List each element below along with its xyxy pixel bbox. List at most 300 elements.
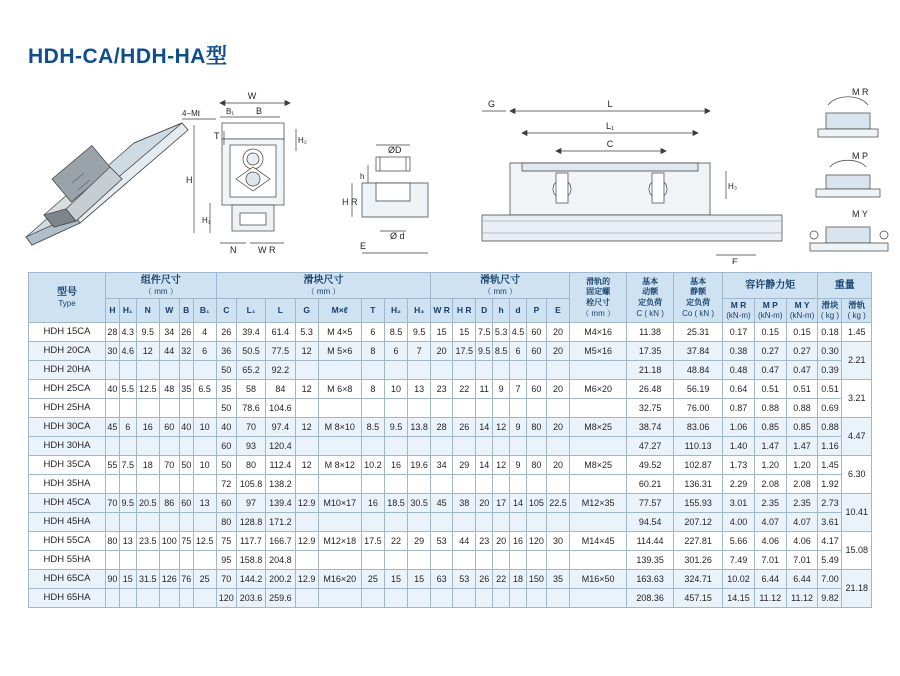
cell-value: [408, 399, 431, 418]
cell-rail-weight: 3.21: [842, 380, 872, 418]
cell-value: [384, 475, 407, 494]
cell-value: 7.49: [723, 551, 755, 570]
cell-model: HDH 20HA: [29, 361, 106, 380]
cell-value: 15: [119, 570, 136, 589]
cell-value: 8.5: [384, 323, 407, 342]
cell-value: 6: [510, 342, 527, 361]
cell-value: [119, 399, 136, 418]
cell-value: 4.6: [119, 342, 136, 361]
cell-value: 0.85: [754, 418, 786, 437]
svg-text:W: W: [247, 91, 257, 101]
cell-value: 25: [361, 570, 384, 589]
cell-value: 44: [159, 342, 179, 361]
cell-value: 12.5: [193, 532, 216, 551]
col-H: H: [106, 299, 120, 323]
cell-value: [476, 437, 493, 456]
cell-value: [295, 399, 318, 418]
cell-model: HDH 30CA: [29, 418, 106, 437]
cell-value: 21.18: [627, 361, 674, 380]
header-row-groups: [29, 273, 872, 299]
cell-value: 35: [546, 570, 569, 589]
cell-value: 6: [193, 342, 216, 361]
cell-rail-weight: 15.08: [842, 532, 872, 570]
cell-value: [408, 513, 431, 532]
cell-value: 16: [361, 494, 384, 513]
cell-value: 1.20: [754, 456, 786, 475]
table-row: [29, 494, 872, 513]
cell-value: 4.07: [786, 513, 818, 532]
header-assembly-dims: 组件尺寸 （ mm ）: [106, 273, 217, 299]
col-W: W: [159, 299, 179, 323]
cell-value: 20: [493, 532, 510, 551]
cell-value: 23.5: [136, 532, 159, 551]
cell-value: 20: [546, 456, 569, 475]
cell-value: [570, 475, 627, 494]
cell-value: [431, 551, 453, 570]
cell-value: [318, 475, 361, 494]
cell-value: [136, 361, 159, 380]
cell-value: [179, 475, 193, 494]
cell-value: 2.08: [754, 475, 786, 494]
cell-value: [119, 437, 136, 456]
cell-value: 155.93: [674, 494, 723, 513]
cell-value: 92.2: [266, 361, 295, 380]
col-weight-block: 滑块 ( kg ): [818, 299, 842, 323]
cell-value: 40: [179, 418, 193, 437]
cell-value: 138.2: [266, 475, 295, 494]
cell-value: 0.15: [786, 323, 818, 342]
cell-value: 112.4: [266, 456, 295, 475]
cell-value: [510, 399, 527, 418]
cell-value: 6.44: [754, 570, 786, 589]
cell-model: HDH 65CA: [29, 570, 106, 589]
svg-text:B₁: B₁: [226, 107, 235, 116]
svg-text:ØD: ØD: [388, 145, 402, 155]
cell-model: HDH 45HA: [29, 513, 106, 532]
cell-value: 22: [453, 380, 476, 399]
cell-value: M 8×12: [318, 456, 361, 475]
table-row: [29, 475, 872, 494]
cell-value: [295, 551, 318, 570]
cell-value: 6: [119, 418, 136, 437]
table-row: [29, 589, 872, 608]
cell-value: 17.35: [627, 342, 674, 361]
cell-value: 2.35: [786, 494, 818, 513]
cell-value: 457.15: [674, 589, 723, 608]
cell-model: HDH 15CA: [29, 323, 106, 342]
cell-value: [453, 475, 476, 494]
cell-value: 44: [453, 532, 476, 551]
svg-text:L₁: L₁: [605, 121, 615, 131]
cell-value: 86: [159, 494, 179, 513]
cell-value: [361, 551, 384, 570]
cell-value: 20: [546, 323, 569, 342]
col-D: D: [476, 299, 493, 323]
cell-value: 12: [493, 456, 510, 475]
cell-value: 2.08: [786, 475, 818, 494]
cell-value: 15: [384, 570, 407, 589]
cell-value: 0.47: [786, 361, 818, 380]
cell-value: [295, 589, 318, 608]
cell-value: M 8×10: [318, 418, 361, 437]
cell-value: 18.5: [384, 494, 407, 513]
cell-value: [546, 399, 569, 418]
cell-value: 1.47: [786, 437, 818, 456]
cell-value: 139.35: [627, 551, 674, 570]
cell-value: 22: [384, 532, 407, 551]
cell-value: 10: [384, 380, 407, 399]
cell-value: 65.2: [236, 361, 265, 380]
cell-value: 30: [546, 532, 569, 551]
cell-value: [408, 361, 431, 380]
cell-value: 32: [179, 342, 193, 361]
cell-value: [510, 589, 527, 608]
table-row: [29, 456, 872, 475]
cell-value: [431, 361, 453, 380]
col-H1: H₁: [119, 299, 136, 323]
cell-value: [408, 551, 431, 570]
cell-value: 13: [119, 532, 136, 551]
cell-value: 158.8: [236, 551, 265, 570]
cell-value: 208.36: [627, 589, 674, 608]
cell-value: [546, 475, 569, 494]
cell-value: [493, 513, 510, 532]
cell-value: 80: [106, 532, 120, 551]
cell-value: 1.92: [818, 475, 842, 494]
specification-table: [28, 272, 872, 608]
cell-value: [193, 589, 216, 608]
cell-value: M8×25: [570, 418, 627, 437]
cell-value: 126: [159, 570, 179, 589]
cell-value: M6×20: [570, 380, 627, 399]
cell-value: [318, 589, 361, 608]
cell-value: 50: [216, 361, 236, 380]
cell-value: [453, 589, 476, 608]
cell-value: [431, 513, 453, 532]
moment-mr-diagram: [800, 83, 898, 145]
cell-value: 18: [136, 456, 159, 475]
cell-value: 11.12: [754, 589, 786, 608]
svg-text:E: E: [732, 257, 739, 264]
cell-value: 2.29: [723, 475, 755, 494]
cell-value: 3.01: [723, 494, 755, 513]
svg-text:W R: W R: [258, 245, 276, 255]
cell-value: 12.9: [295, 494, 318, 513]
cell-value: [318, 513, 361, 532]
cell-value: 50.5: [236, 342, 265, 361]
cell-value: [453, 513, 476, 532]
cell-value: M 6×8: [318, 380, 361, 399]
front-view-drawing: [180, 87, 320, 262]
cell-value: 7.5: [119, 456, 136, 475]
cell-value: 5.3: [493, 323, 510, 342]
cell-value: 76: [179, 570, 193, 589]
cell-value: 12.9: [295, 570, 318, 589]
cell-value: [510, 437, 527, 456]
cell-value: 48.84: [674, 361, 723, 380]
cell-value: 72: [216, 475, 236, 494]
cell-value: 0.27: [786, 342, 818, 361]
cell-value: [106, 589, 120, 608]
cell-value: [318, 437, 361, 456]
cell-value: 60: [159, 418, 179, 437]
cell-value: 75: [179, 532, 193, 551]
cell-value: 34: [431, 456, 453, 475]
table-row: [29, 418, 872, 437]
svg-text:M Y: M Y: [852, 209, 868, 219]
cell-value: 102.87: [674, 456, 723, 475]
cell-value: 40: [216, 418, 236, 437]
cell-value: 25: [193, 570, 216, 589]
cell-value: 60: [526, 323, 546, 342]
cell-value: 227.81: [674, 532, 723, 551]
cell-value: [193, 399, 216, 418]
svg-text:H₃: H₃: [728, 182, 738, 191]
cell-value: 9.5: [408, 323, 431, 342]
cell-value: 14: [476, 456, 493, 475]
cell-value: [384, 399, 407, 418]
col-weight-rail: 滑轨 ( kg ): [842, 299, 872, 323]
table-row: [29, 342, 872, 361]
cell-value: 200.2: [266, 570, 295, 589]
moment-my-diagram: [800, 205, 898, 263]
cell-value: 6.44: [786, 570, 818, 589]
cell-value: [570, 589, 627, 608]
svg-text:h: h: [360, 172, 365, 181]
cell-value: 14.15: [723, 589, 755, 608]
cell-value: [408, 589, 431, 608]
cell-value: 6.5: [193, 380, 216, 399]
cell-value: 1.20: [786, 456, 818, 475]
cell-value: 1.40: [723, 437, 755, 456]
cell-value: [159, 589, 179, 608]
cell-value: [119, 475, 136, 494]
cell-value: 0.47: [754, 361, 786, 380]
cell-value: [193, 551, 216, 570]
cell-value: 1.06: [723, 418, 755, 437]
cell-value: M 4×5: [318, 323, 361, 342]
cell-value: 26: [476, 570, 493, 589]
cell-value: 0.27: [754, 342, 786, 361]
cell-value: 20.5: [136, 494, 159, 513]
svg-text:4−Mℓ: 4−Mℓ: [182, 109, 201, 118]
cell-value: [136, 399, 159, 418]
cell-value: 20: [546, 418, 569, 437]
col-MP: M P (kN-m): [754, 299, 786, 323]
svg-text:T: T: [214, 131, 220, 141]
col-h: h: [493, 299, 510, 323]
cell-value: M4×16: [570, 323, 627, 342]
cell-value: 0.15: [754, 323, 786, 342]
cell-value: 203.6: [236, 589, 265, 608]
cell-value: 4.06: [754, 532, 786, 551]
cell-value: [476, 475, 493, 494]
cell-value: 4: [193, 323, 216, 342]
cell-value: 70: [236, 418, 265, 437]
cell-value: 26: [216, 323, 236, 342]
cell-value: 60: [216, 437, 236, 456]
cell-value: [453, 437, 476, 456]
cell-value: 114.44: [627, 532, 674, 551]
cell-value: 60: [179, 494, 193, 513]
cell-value: 84: [266, 380, 295, 399]
cell-value: 60: [526, 380, 546, 399]
cell-value: 16: [510, 532, 527, 551]
cell-value: M12×18: [318, 532, 361, 551]
cell-value: [179, 551, 193, 570]
cell-value: 8: [361, 380, 384, 399]
cell-value: 9: [510, 456, 527, 475]
cell-value: [106, 551, 120, 570]
cell-value: 2.73: [818, 494, 842, 513]
cell-value: 4.5: [510, 323, 527, 342]
cell-value: [526, 361, 546, 380]
cell-value: [453, 361, 476, 380]
cell-value: [546, 437, 569, 456]
cell-value: 1.47: [754, 437, 786, 456]
cell-value: 77.57: [627, 494, 674, 513]
rail-section-drawing: [332, 135, 472, 265]
header-weight: 重量: [818, 273, 872, 299]
side-view-drawing: [470, 89, 800, 264]
cell-value: [106, 361, 120, 380]
cell-value: [361, 437, 384, 456]
cell-value: 30.5: [408, 494, 431, 513]
cell-value: 9.5: [119, 494, 136, 513]
cell-value: 0.18: [818, 323, 842, 342]
cell-value: 128.8: [236, 513, 265, 532]
cell-value: [295, 513, 318, 532]
cell-value: 105.8: [236, 475, 265, 494]
cell-value: [384, 551, 407, 570]
table-row: [29, 513, 872, 532]
cell-value: 18: [510, 570, 527, 589]
header-allowable-moment: 容许静力矩: [723, 273, 818, 299]
table-row: [29, 380, 872, 399]
cell-value: [476, 399, 493, 418]
cell-value: 259.6: [266, 589, 295, 608]
cell-value: 76.00: [674, 399, 723, 418]
cell-value: 9.5: [384, 418, 407, 437]
table-row: [29, 532, 872, 551]
cell-value: 12: [295, 380, 318, 399]
cell-value: [493, 475, 510, 494]
cell-value: 28: [106, 323, 120, 342]
cell-value: 0.88: [818, 418, 842, 437]
cell-value: [119, 589, 136, 608]
cell-value: 38.74: [627, 418, 674, 437]
cell-value: 12: [493, 418, 510, 437]
table-row: [29, 437, 872, 456]
cell-value: 39.4: [236, 323, 265, 342]
cell-value: 7.5: [476, 323, 493, 342]
cell-value: 80: [526, 456, 546, 475]
cell-value: [361, 513, 384, 532]
col-L1: L₁: [236, 299, 265, 323]
cell-value: [179, 399, 193, 418]
cell-value: 117.7: [236, 532, 265, 551]
cell-model: HDH 45CA: [29, 494, 106, 513]
cell-value: 22: [493, 570, 510, 589]
cell-value: [295, 437, 318, 456]
cell-value: 9: [510, 418, 527, 437]
cell-value: M16×20: [318, 570, 361, 589]
cell-value: [493, 437, 510, 456]
cell-value: 10: [193, 456, 216, 475]
svg-text:H: H: [186, 175, 193, 185]
cell-value: 93: [236, 437, 265, 456]
cell-value: 163.63: [627, 570, 674, 589]
cell-value: 120: [216, 589, 236, 608]
cell-value: 0.51: [754, 380, 786, 399]
cell-value: 26.48: [627, 380, 674, 399]
cell-value: 7: [510, 380, 527, 399]
cell-value: [476, 361, 493, 380]
cell-value: 144.2: [236, 570, 265, 589]
cell-model: HDH 55CA: [29, 532, 106, 551]
cell-value: [295, 361, 318, 380]
cell-value: [361, 475, 384, 494]
svg-text:G: G: [488, 99, 496, 109]
cell-rail-weight: 6.30: [842, 456, 872, 494]
cell-value: 34: [159, 323, 179, 342]
cell-value: 0.17: [723, 323, 755, 342]
cell-value: 29: [408, 532, 431, 551]
cell-value: 120: [526, 532, 546, 551]
cell-model: HDH 55HA: [29, 551, 106, 570]
cell-value: 0.51: [786, 380, 818, 399]
cell-value: 36: [216, 342, 236, 361]
technical-drawings: [0, 75, 900, 265]
col-d: d: [510, 299, 527, 323]
cell-value: 166.7: [266, 532, 295, 551]
svg-text:M R: M R: [852, 87, 869, 97]
cell-value: [136, 437, 159, 456]
svg-text:H R: H R: [342, 197, 358, 207]
col-B: B: [179, 299, 193, 323]
cell-value: [136, 513, 159, 532]
cell-value: 5.5: [119, 380, 136, 399]
cell-value: 0.88: [754, 399, 786, 418]
cell-value: 63: [431, 570, 453, 589]
cell-value: M14×45: [570, 532, 627, 551]
cell-value: [546, 513, 569, 532]
cell-value: [193, 475, 216, 494]
cell-value: 12: [295, 418, 318, 437]
col-WR: W R: [431, 299, 453, 323]
col-H3: H₃: [408, 299, 431, 323]
cell-value: 12.5: [136, 380, 159, 399]
col-L: L: [266, 299, 295, 323]
cell-value: 1.73: [723, 456, 755, 475]
cell-value: 95: [216, 551, 236, 570]
cell-value: 26: [453, 418, 476, 437]
cell-value: [510, 361, 527, 380]
cell-value: 9.5: [136, 323, 159, 342]
cell-value: 53: [431, 532, 453, 551]
cell-value: 171.2: [266, 513, 295, 532]
cell-value: 32.75: [627, 399, 674, 418]
cell-value: [361, 589, 384, 608]
col-MR: M R (kN-m): [723, 299, 755, 323]
col-MY: M Y (kN-m): [786, 299, 818, 323]
cell-value: [159, 551, 179, 570]
cell-value: 25.31: [674, 323, 723, 342]
cell-value: [179, 361, 193, 380]
cell-value: 70: [216, 570, 236, 589]
cell-value: 75: [216, 532, 236, 551]
cell-value: 22.5: [546, 494, 569, 513]
